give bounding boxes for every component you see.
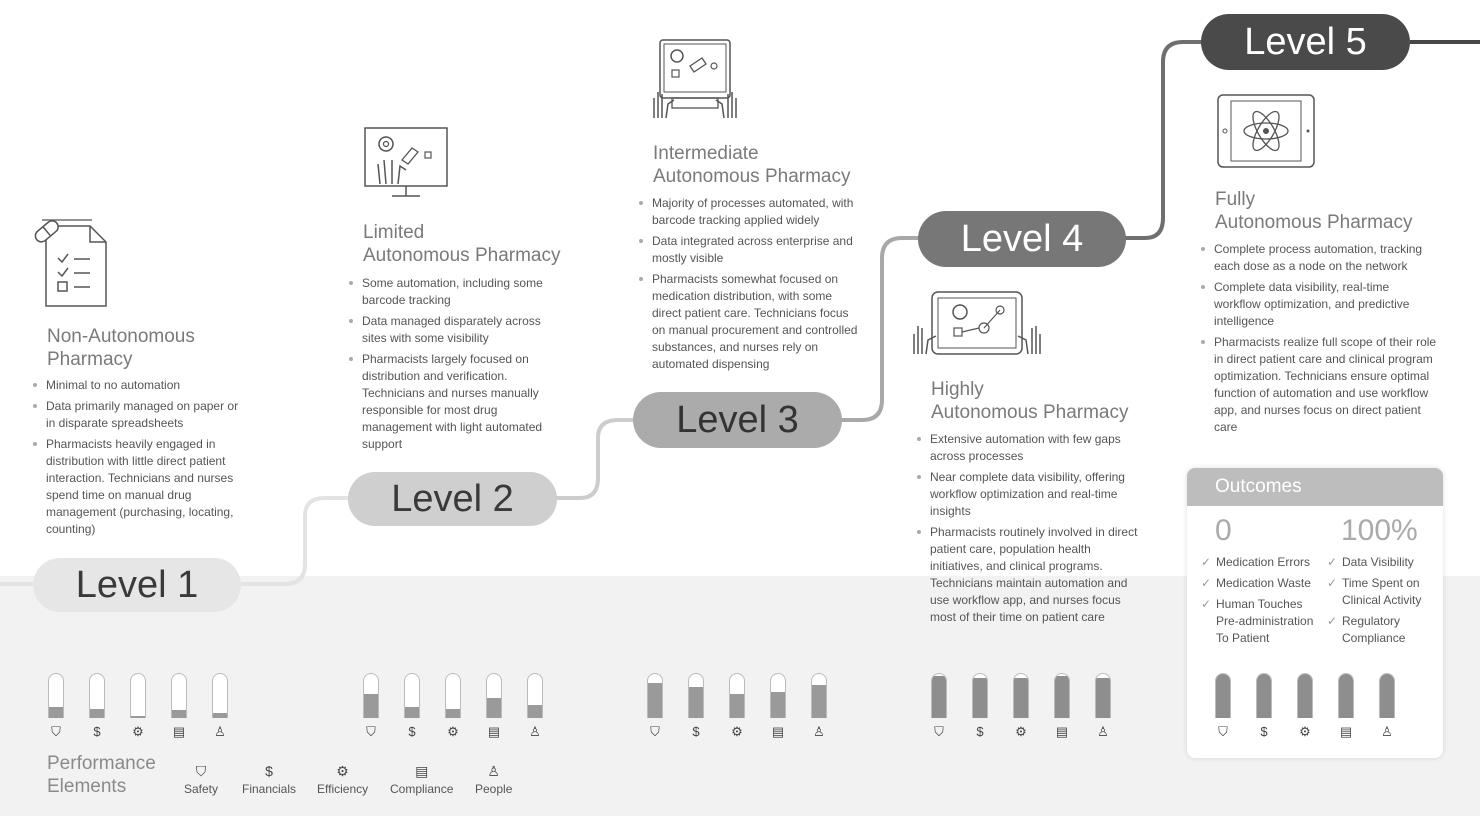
shield-icon: ⛉ xyxy=(51,724,61,739)
legend-label: Safety xyxy=(184,782,219,796)
performance-bar-fill xyxy=(771,692,785,718)
clipboard-check-icon: ▤ xyxy=(172,724,186,739)
monitor-hand-gear-icon xyxy=(362,126,452,206)
outcomes-header: Outcomes xyxy=(1187,468,1443,506)
performance-bar-column xyxy=(1050,673,1074,740)
level-1-badge: Level 1 xyxy=(33,558,241,612)
performance-bar-fill xyxy=(1055,676,1069,718)
performance-bar xyxy=(770,673,786,718)
level-5-title-line2: Autonomous Pharmacy xyxy=(1215,212,1413,233)
performance-bar-column xyxy=(85,673,109,740)
shield-icon: ⛉ xyxy=(1218,724,1228,739)
performance-bar-column xyxy=(725,673,749,740)
performance-bar-fill xyxy=(364,694,378,718)
level-4-bullet: Near complete data visibility, offering workflow optimization and real-time insights xyxy=(916,469,1142,520)
gear-icon: ⚙ xyxy=(731,724,743,739)
level-5-title-line1: Fully xyxy=(1215,189,1256,210)
level-3-bullets xyxy=(638,195,860,377)
performance-elements-label xyxy=(47,752,156,798)
level-4-bullet: Extensive automation with few gaps across processes xyxy=(916,431,1142,465)
performance-bar-fill xyxy=(1380,674,1394,718)
performance-bar xyxy=(972,673,988,718)
outcomes-hundred-value: 100% xyxy=(1341,514,1418,547)
performance-bar-fill xyxy=(689,687,703,718)
clipboard-check-icon: ▤ xyxy=(1055,724,1069,739)
performance-bar xyxy=(729,673,745,718)
shield-icon: ⛉ xyxy=(366,724,376,739)
level-3-performance-bars xyxy=(643,673,831,740)
level-4-title-line1: Highly xyxy=(931,379,984,400)
level-5-badge: Level 5 xyxy=(1201,14,1410,70)
performance-bar-fill xyxy=(1298,674,1312,718)
level-1-title xyxy=(47,325,195,371)
level-1-performance-bars xyxy=(44,673,232,740)
performance-bar-fill xyxy=(1257,674,1271,718)
performance-bar-column xyxy=(167,673,191,740)
performance-bar-column xyxy=(126,673,150,740)
performance-bar-fill xyxy=(1216,674,1230,718)
performance-bar-fill xyxy=(648,683,662,718)
level-2-title xyxy=(363,221,561,267)
level-3-bullet: Pharmacists somewhat focused on medication distribution, with some direct patient care. Technicians focus on manual procurement and controlled substances, and nurses rely on automated dispensing xyxy=(638,271,860,373)
performance-bar-fill xyxy=(213,713,227,718)
level-1-bullet: Data primarily managed on paper or in disparate spreadsheets xyxy=(32,398,242,432)
level-2-title-line1: Limited xyxy=(363,222,425,243)
person-icon: ♙ xyxy=(813,724,825,739)
legend-label: Efficiency xyxy=(317,782,369,796)
level-4-title-line2: Autonomous Pharmacy xyxy=(931,402,1129,423)
performance-bar-column xyxy=(208,673,232,740)
gear-icon: ⚙ xyxy=(336,763,349,779)
performance-bar-column xyxy=(927,673,951,740)
gear-icon: ⚙ xyxy=(1299,724,1311,739)
tablet-hands-gear-icon xyxy=(650,38,740,124)
legend-label: Compliance xyxy=(390,782,454,796)
performance-bar-column xyxy=(643,673,667,740)
shield-icon: ⛉ xyxy=(650,724,660,739)
performance-bar-column xyxy=(1211,673,1235,740)
performance-bar-column xyxy=(807,673,831,740)
performance-bar-column xyxy=(1293,673,1317,740)
gear-icon: ⚙ xyxy=(447,724,459,739)
performance-bar xyxy=(1338,673,1354,718)
level-5-title xyxy=(1215,188,1413,234)
legend-financials xyxy=(242,762,296,796)
performance-bar-column xyxy=(1091,673,1115,740)
person-icon: ♙ xyxy=(214,724,226,739)
level-3-title-line2: Autonomous Pharmacy xyxy=(653,166,851,187)
level-5-bullet: Complete process automation, tracking each dose as a node on the network xyxy=(1200,241,1438,275)
performance-bar-column xyxy=(1375,673,1399,740)
outcome-item: ✓ Medication Errors xyxy=(1201,554,1323,571)
performance-bar xyxy=(1013,673,1029,718)
performance-bar-column xyxy=(968,673,992,740)
person-icon: ♙ xyxy=(1097,724,1109,739)
gear-icon: ⚙ xyxy=(1015,724,1027,739)
level-4-badge: Level 4 xyxy=(918,211,1126,267)
performance-bar-column xyxy=(766,673,790,740)
performance-bar-column xyxy=(359,673,383,740)
clipboard-check-icon: ▤ xyxy=(415,763,429,779)
legend-label: Financials xyxy=(242,782,297,796)
performance-bar-column xyxy=(1252,673,1276,740)
person-icon: ♙ xyxy=(487,763,500,779)
performance-bar xyxy=(811,673,827,718)
performance-bar-fill xyxy=(528,705,542,718)
level-1-bullets xyxy=(32,377,242,542)
performance-bar-fill xyxy=(131,716,145,718)
performance-bar-fill xyxy=(1096,678,1110,718)
performance-bar-column xyxy=(1009,673,1033,740)
clipboard-check-icon: ▤ xyxy=(771,724,785,739)
performance-label-line2: Elements xyxy=(47,776,127,797)
outcome-item: ✓ Regulatory Compliance xyxy=(1327,613,1437,647)
tablet-atom-icon xyxy=(1215,92,1319,172)
checklist-clipboard-icon xyxy=(32,214,112,309)
person-icon: ♙ xyxy=(529,724,541,739)
tablet-network-hands-icon xyxy=(910,288,1044,360)
performance-bar xyxy=(363,673,379,718)
performance-bar xyxy=(1379,673,1395,718)
shield-icon: ⛉ xyxy=(195,763,207,779)
performance-bar-fill xyxy=(932,676,946,718)
performance-label-line1: Performance xyxy=(47,753,156,774)
performance-bar-column xyxy=(44,673,68,740)
legend-efficiency xyxy=(317,762,368,796)
performance-bar xyxy=(527,673,543,718)
level-2-title-line2: Autonomous Pharmacy xyxy=(363,245,561,266)
outcome-item: ✓ Human Touches Pre-administration To Patient xyxy=(1201,596,1323,647)
outcome-item: ✓ Data Visibility xyxy=(1327,554,1437,571)
level-2-badge: Level 2 xyxy=(348,472,557,526)
performance-bar-column xyxy=(441,673,465,740)
performance-bar-fill xyxy=(1014,678,1028,718)
level-5-bullets xyxy=(1200,241,1438,440)
level-1-bullet: Minimal to no automation xyxy=(32,377,242,394)
money-bag-icon: $ xyxy=(692,724,700,739)
level-2-bullets xyxy=(348,275,558,457)
performance-bar-fill xyxy=(812,685,826,718)
level-3-title-line1: Intermediate xyxy=(653,143,759,164)
performance-bar-column xyxy=(482,673,506,740)
level-1-title-line1: Non-Autonomous xyxy=(47,326,195,347)
legend-people xyxy=(475,762,512,796)
performance-bar xyxy=(130,673,146,718)
performance-bar-fill xyxy=(730,694,744,718)
outcome-item: ✓ Time Spent on Clinical Activity xyxy=(1327,575,1437,609)
level-2-performance-bars xyxy=(359,673,547,740)
performance-bar-fill xyxy=(446,709,460,718)
performance-bar-column xyxy=(523,673,547,740)
legend-label: People xyxy=(475,782,513,796)
level-2-bullet: Some automation, including some barcode tracking xyxy=(348,275,558,309)
performance-bar xyxy=(688,673,704,718)
level-4-bullet: Pharmacists routinely involved in direct patient care, population health initiatives, and clinical programs. Technicians maintain automation and use workflow app, and nurses focus most of their time on patient care xyxy=(916,524,1142,626)
outcomes-left-list xyxy=(1201,554,1323,651)
performance-bar-fill xyxy=(973,678,987,718)
level-1-title-line2: Pharmacy xyxy=(47,349,133,370)
performance-bar xyxy=(647,673,663,718)
performance-bar-column xyxy=(1334,673,1358,740)
performance-bar xyxy=(1297,673,1313,718)
performance-bar-fill xyxy=(49,707,63,718)
performance-bar-column xyxy=(684,673,708,740)
level-3-bullet: Data integrated across enterprise and mostly visible xyxy=(638,233,860,267)
level-4-title xyxy=(931,378,1129,424)
performance-bar xyxy=(1215,673,1231,718)
performance-bar xyxy=(486,673,502,718)
performance-bar xyxy=(404,673,420,718)
money-bag-icon: $ xyxy=(1260,724,1268,739)
level-5-bullet: Pharmacists realize full scope of their role in direct patient care and clinical program optimization. Technicians ensure optimal function of automation and use workflow app, and nurses focus on direct patient care xyxy=(1200,334,1438,436)
performance-bar xyxy=(931,673,947,718)
money-bag-icon: $ xyxy=(93,724,101,739)
performance-bar-column xyxy=(400,673,424,740)
level-2-bullet: Pharmacists largely focused on distribution and verification. Technicians and nurses manually responsible for most drug management with light automated support xyxy=(348,351,558,453)
performance-bar xyxy=(1256,673,1272,718)
performance-bar xyxy=(1054,673,1070,718)
level-2-bullet: Data managed disparately across sites with some visibility xyxy=(348,313,558,347)
level-1-bullet: Pharmacists heavily engaged in distribution with little direct patient interaction. Technicians and nurses spend time on manual drug management (purchasing, locating, counting) xyxy=(32,436,242,538)
outcomes-right-list xyxy=(1327,554,1437,651)
performance-bar xyxy=(89,673,105,718)
level-5-performance-bars xyxy=(1211,673,1399,740)
level-3-badge: Level 3 xyxy=(633,392,842,448)
gear-icon: ⚙ xyxy=(132,724,144,739)
outcome-item: ✓ Medication Waste xyxy=(1201,575,1323,592)
performance-bar xyxy=(48,673,64,718)
level-3-bullet: Majority of processes automated, with barcode tracking applied widely xyxy=(638,195,860,229)
performance-bar-fill xyxy=(487,698,501,718)
person-icon: ♙ xyxy=(1381,724,1393,739)
money-bag-icon: $ xyxy=(265,763,273,779)
performance-bar xyxy=(171,673,187,718)
performance-bar xyxy=(1095,673,1111,718)
performance-bar xyxy=(212,673,228,718)
performance-bar-fill xyxy=(1339,674,1353,718)
performance-bar-fill xyxy=(172,710,186,718)
level-5-bullet: Complete data visibility, real-time workflow optimization, and predictive intelligence xyxy=(1200,279,1438,330)
level-4-performance-bars xyxy=(927,673,1115,740)
legend-safety xyxy=(184,762,218,796)
clipboard-check-icon: ▤ xyxy=(1339,724,1353,739)
clipboard-check-icon: ▤ xyxy=(487,724,501,739)
performance-bar-fill xyxy=(90,709,104,718)
legend-compliance xyxy=(390,762,453,796)
money-bag-icon: $ xyxy=(408,724,416,739)
shield-icon: ⛉ xyxy=(934,724,944,739)
outcomes-zero-value: 0 xyxy=(1215,514,1232,547)
level-4-bullets xyxy=(916,431,1142,630)
level-3-title xyxy=(653,142,851,188)
performance-bar-fill xyxy=(405,707,419,718)
performance-bar xyxy=(445,673,461,718)
money-bag-icon: $ xyxy=(976,724,984,739)
